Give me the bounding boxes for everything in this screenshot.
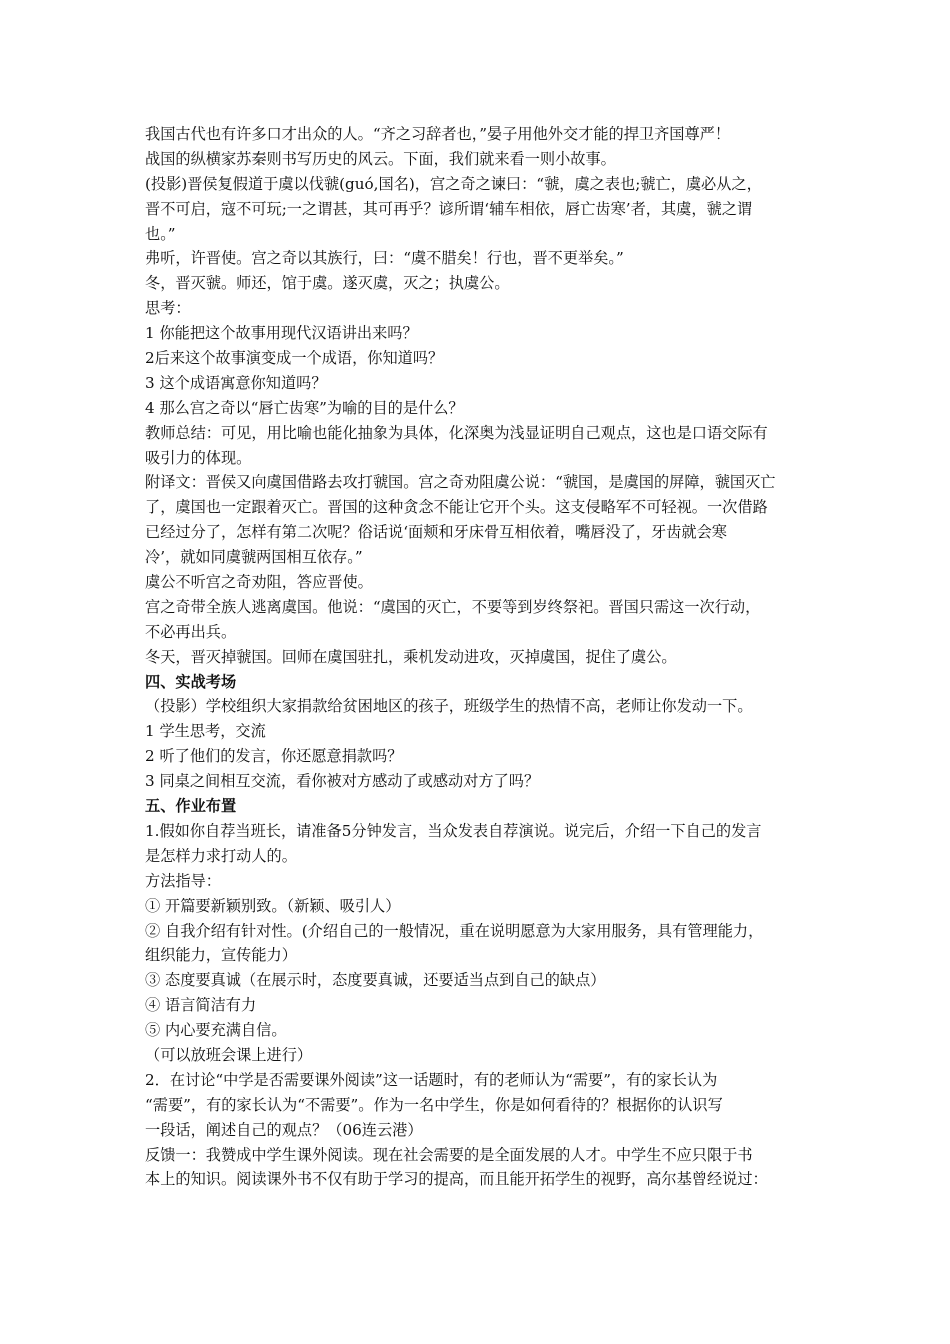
text-line: 了，虞国也一定跟着灭亡。晋国的这种贪念不能让它开个头。这支侵略军不可轻视。一次借路 xyxy=(145,498,768,517)
list-item: ① 开篇要新颖别致。（新颖、吸引人） xyxy=(145,896,401,915)
text-line: (投影)晋侯复假道于虞以伐虢(guó,国名)，宫之奇之谏曰：“虢，虞之表也;虢亡，虞必从之， xyxy=(145,174,762,193)
question-item: 3 这个成语寓意你知道吗？ xyxy=(145,373,327,392)
text-line: 1.假如你自荐当班长，请准备5分钟发言，当众发表自荐演说。说完后，介绍一下自己的发言 xyxy=(145,821,762,840)
text-line: 弗听，许晋使。宫之奇以其族行，曰：“虞不腊矣！行也，晋不更举矣。” xyxy=(145,249,624,268)
text-line: 冬天，晋灭掉虢国。回师在虞国驻扎，乘机发动进攻，灭掉虞国，捉住了虞公。 xyxy=(145,647,677,666)
text-line: （投影）学校组织大家捐款给贫困地区的孩子，班级学生的热情不高，老师让你发动一下。 xyxy=(145,697,753,716)
text-line: 不必再出兵。 xyxy=(145,622,237,641)
document-body xyxy=(145,122,815,1192)
question-item: 2后来这个故事演变成一个成语，你知道吗？ xyxy=(145,349,444,368)
question-item: 1 你能把这个故事用现代汉语讲出来吗？ xyxy=(145,324,418,343)
text-line: 宫之奇带全族人逃离虞国。他说：“虞国的灭亡，不要等到岁终祭祀。晋国只需这一次行动， xyxy=(145,597,761,616)
list-item: ④ 语言简洁有力 xyxy=(145,996,257,1015)
text-line: 教师总结：可见，用比喻也能化抽象为具体，化深奥为浅显证明自己观点，这也是口语交际有 xyxy=(145,423,768,442)
list-item: 1 学生思考，交流 xyxy=(145,722,266,741)
text-line: 反馈一：我赞成中学生课外阅读。现在社会需要的是全面发展的人才。中学生不应只限于书 xyxy=(145,1145,753,1164)
text-line: 附译文：晋侯又向虞国借路去攻打虢国。宫之奇劝阻虞公说：“虢国，是虞国的屏障，虢国灭亡 xyxy=(145,473,776,492)
list-item: ② 自我介绍有针对性。(介绍自己的一般情况，重在说明愿意为大家用服务，具有管理能力， xyxy=(145,921,764,940)
text-line: 思考： xyxy=(145,299,191,318)
text-line: 吸引力的体现。 xyxy=(145,448,252,467)
text-line: 冷’，就如同虞虢两国相互依存。” xyxy=(145,548,363,567)
text-line: 战国的纵横家苏秦则书写历史的风云。下面，我们就来看一则小故事。 xyxy=(145,149,616,168)
text-line: 虞公不听宫之奇劝阻，答应晋使。 xyxy=(145,573,373,592)
list-item: ③ 态度要真诚（在展示时，态度要真诚，还要适当点到自己的缺点） xyxy=(145,971,606,990)
text-line: 组织能力，宣传能力） xyxy=(145,946,297,965)
text-line: 也。” xyxy=(145,224,176,243)
text-line: 我国古代也有许多口才出众的人。“齐之习辞者也，”晏子用他外交才能的捍卫齐国尊严！ xyxy=(145,125,731,143)
text-line: 2．在讨论“中学是否需要课外阅读”这一话题时，有的老师认为“需要”，有的家长认为 xyxy=(145,1070,718,1089)
section-heading: 四、实战考场 xyxy=(145,672,237,691)
list-item: 3 同桌之间相互交流，看你被对方感动了或感动对方了吗？ xyxy=(145,772,540,791)
text-line: 一段话，阐述自己的观点？（06连云港） xyxy=(145,1120,423,1139)
list-item: ⑤ 内心要充满自信。 xyxy=(145,1021,287,1040)
text-line: 晋不可启，寇不可玩;一之谓甚，其可再乎？谚所谓‘辅车相依，唇亡齿寒’者，其虞，虢之谓 xyxy=(145,199,753,218)
text-line: 方法指导： xyxy=(145,871,221,890)
text-line: 冬，晋灭虢。师还，馆于虞。遂灭虞，灭之；执虞公。 xyxy=(145,274,510,293)
text-line: 已经过分了，怎样有第二次呢？俗话说‘面颊和牙床骨互相依着，嘴唇没了，牙齿就会寒 xyxy=(145,523,727,542)
question-item: 4 那么宫之奇以“唇亡齿寒”为喻的目的是什么？ xyxy=(145,398,464,417)
section-heading: 五、作业布置 xyxy=(145,797,237,816)
list-item: 2 听了他们的发言，你还愿意捐款吗？ xyxy=(145,747,403,766)
text-line: “需要”，有的家长认为“不需要”。作为一名中学生，你是如何看待的？根据你的认识写 xyxy=(145,1095,723,1114)
text-line: 是怎样力求打动人的。 xyxy=(145,846,297,865)
text-line: 本上的知识。阅读课外书不仅有助于学习的提高，而且能开拓学生的视野，高尔基曾经说过： xyxy=(145,1170,768,1189)
text-line: （可以放班会课上进行） xyxy=(145,1045,313,1064)
